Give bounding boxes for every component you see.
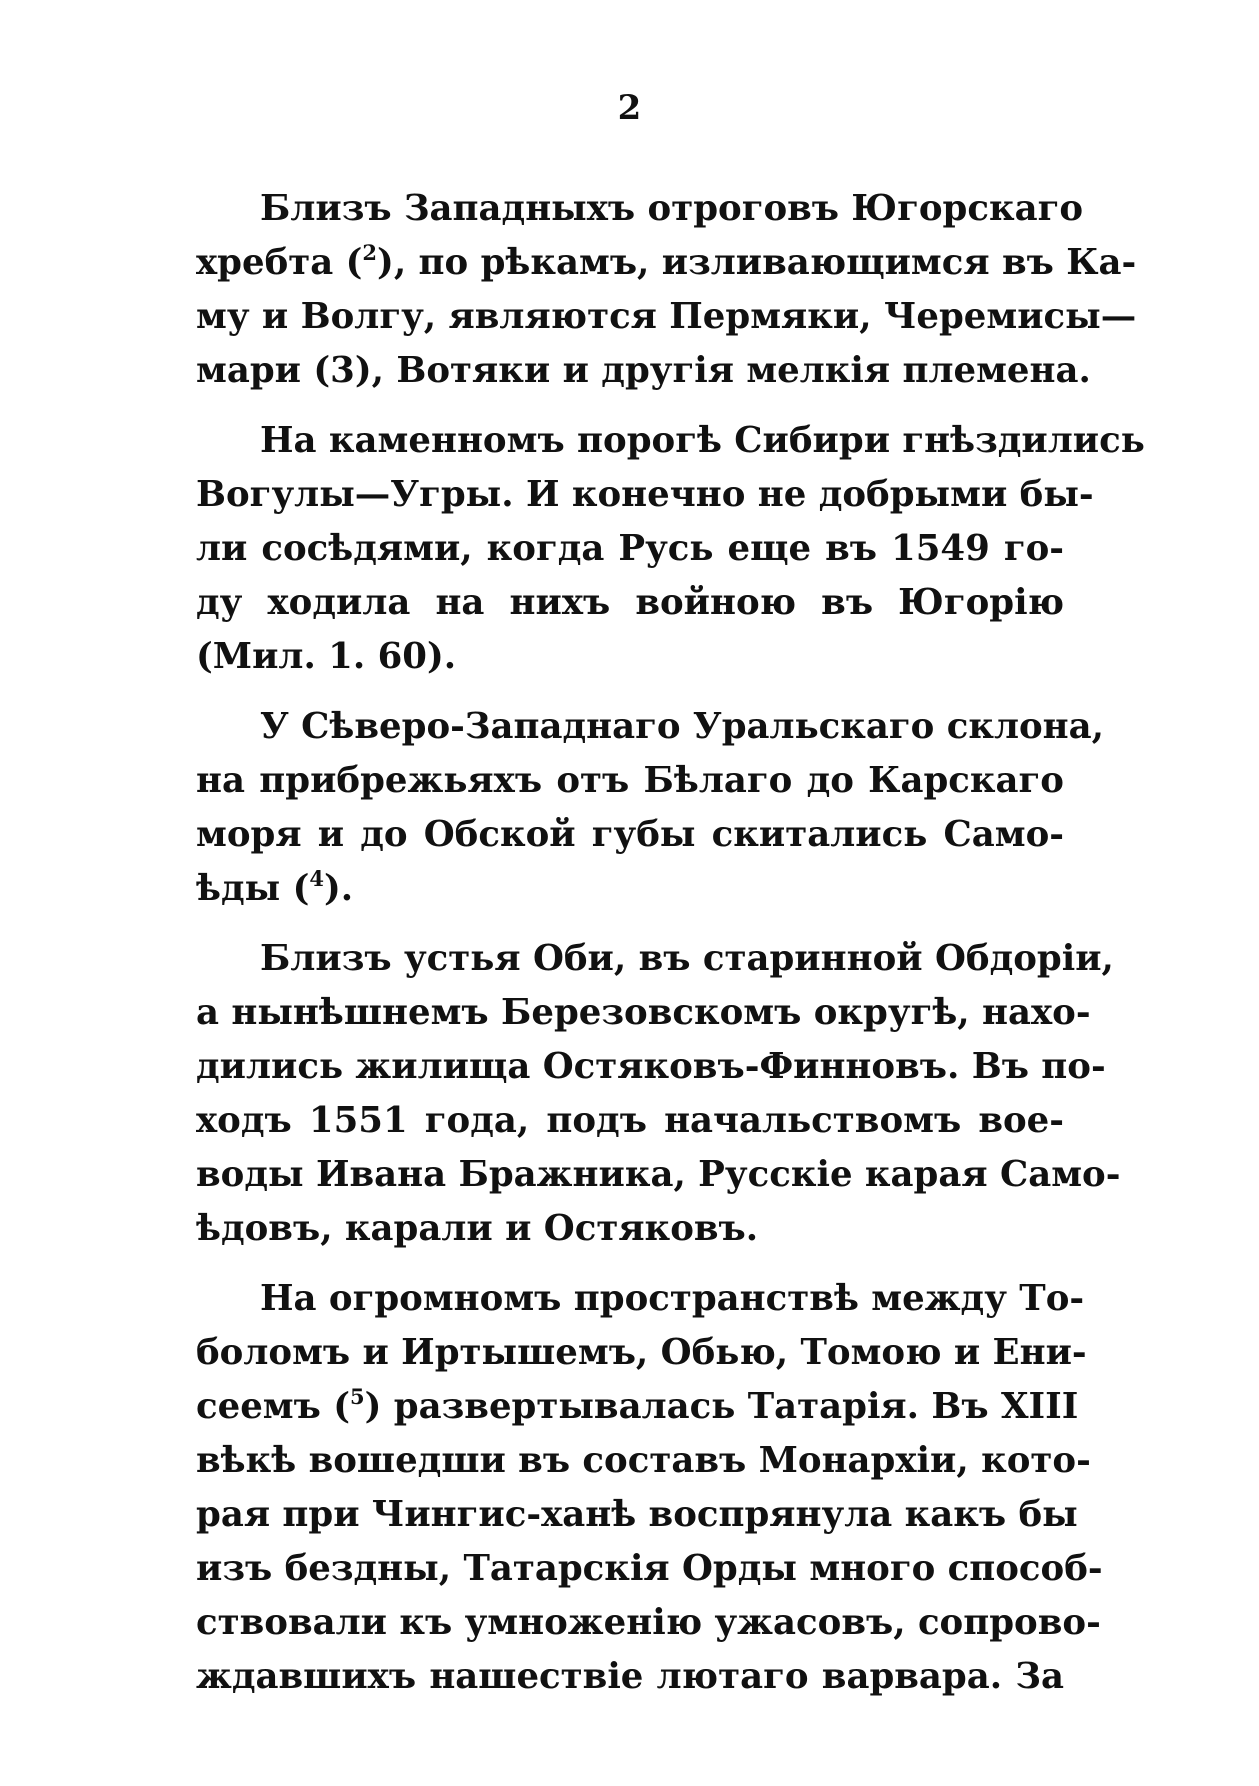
body-text [196, 182, 1145, 1704]
footnote-ref: 5 [350, 1384, 365, 1409]
paragraph [196, 414, 1145, 684]
paragraph [196, 932, 1121, 1256]
text-line: а нынѣшнемъ Березовскомъ округѣ, нахо- [196, 992, 1091, 1033]
text-line: дились жилища Остяковъ-Финновъ. Въ по- [196, 1046, 1106, 1087]
paragraph [196, 182, 1137, 398]
text-line: изъ бездны, Татарскія Орды много способ- [196, 1548, 1103, 1589]
text-line: ѣдовъ, карали и Остяковъ. [196, 1208, 759, 1249]
text-line: ждавшихъ нашествіе лютаго варвара. За [196, 1656, 1064, 1697]
text-line: Близъ Западныхъ отроговъ Югорскаго [260, 188, 1084, 229]
text-line: мари (3), Вотяки и другія мелкія племена. [196, 350, 1091, 391]
text-line: ѣды ($^4$). [196, 866, 354, 909]
text-line: боломъ и Иртышемъ, Обью, Томою и Ени- [196, 1332, 1087, 1373]
footnote-ref: 4 [309, 866, 324, 891]
text-line: ходъ 1551 года, подъ начальствомъ вое- [196, 1100, 1064, 1141]
text-line: Близъ устья Оби, въ старинной Обдоріи, [260, 938, 1114, 979]
text-line: Вогулы—Угры. И конечно не добрыми бы- [196, 474, 1094, 515]
page-number: 2 [617, 88, 642, 128]
text-line: ли сосѣдями, когда Русь еще въ 1549 го- [196, 528, 1064, 569]
text-line: На огромномъ пространствѣ между То- [260, 1278, 1085, 1319]
text-line: моря и до Обской губы скитались Само- [196, 814, 1064, 855]
text-line: сеемъ ($^5$) развертывалась Татарія. Въ XIII [196, 1384, 1079, 1427]
text-line: вѣкѣ вошедши въ составъ Монархіи, кото- [196, 1440, 1091, 1481]
text-line: ствовали къ умноженію ужасовъ, сопрово- [196, 1602, 1101, 1643]
paragraph [196, 1272, 1103, 1704]
text-line: ду ходила на нихъ войною въ Югорію [196, 582, 1064, 623]
paragraph [196, 700, 1105, 916]
text-line: (Мил. 1. 60). [196, 636, 457, 677]
text-line: воды Ивана Бражника, Русскіе карая Само- [196, 1154, 1121, 1195]
footnote-ref: 2 [362, 240, 378, 265]
text-line: рая при Чингис-ханѣ воспрянула какъ бы [196, 1494, 1078, 1535]
text-line: На каменномъ порогѣ Сибири гнѣздились [260, 420, 1145, 461]
text-line: У Сѣверо-Западнаго Уральскаго склона, [260, 706, 1105, 747]
text-line: хребта ($^2$), по рѣкамъ, изливающимся въ Ка- [196, 240, 1137, 283]
text-line: на прибрежьяхъ отъ Бѣлаго до Карскаго [196, 760, 1064, 801]
text-line: му и Волгу, являются Пермяки, Черемисы— [196, 296, 1137, 337]
